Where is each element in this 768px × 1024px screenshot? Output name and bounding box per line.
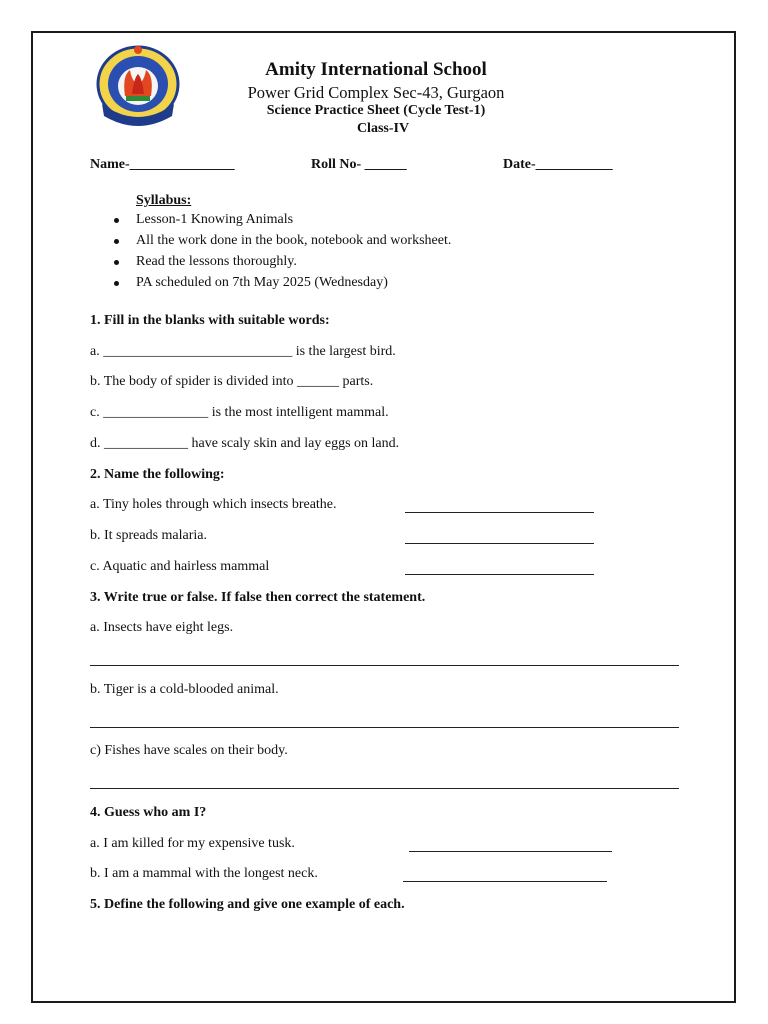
syllabus-item: Read the lessons thoroughly.: [136, 254, 297, 269]
q1-item: c. _______________ is the most intelligent mammal.: [90, 405, 389, 420]
q5-heading: 5. Define the following and give one example of each.: [90, 897, 405, 912]
answer-line: [405, 543, 594, 544]
q1-item: a. ___________________________ is the largest bird.: [90, 344, 396, 359]
q1-item: d. ____________ have scaly skin and lay eggs on land.: [90, 436, 400, 451]
answer-line: [90, 788, 679, 789]
syllabus-heading: Syllabus:: [136, 193, 192, 208]
answer-line: [403, 881, 607, 882]
roll-no-field: Roll No- ______: [311, 157, 407, 172]
q3-item: b. Tiger is a cold-blooded animal.: [90, 682, 279, 697]
answer-line: [405, 512, 594, 513]
q4-heading: 4. Guess who am I?: [90, 805, 207, 820]
q4-item: b. I am a mammal with the longest neck.: [90, 866, 318, 881]
syllabus-item: Lesson-1 Knowing Animals: [136, 212, 294, 227]
q1-item: b. The body of spider is divided into ______ parts.: [90, 374, 374, 389]
q2-item: b. It spreads malaria.: [90, 528, 208, 543]
q2-item: a. Tiny holes through which insects breathe.: [90, 497, 337, 512]
q3-item: c) Fishes have scales on their body.: [90, 743, 288, 758]
bullet-3: [114, 260, 119, 265]
bullet-4: [114, 281, 119, 286]
date-field: Date-___________: [503, 157, 613, 172]
sheet-title: Science Practice Sheet (Cycle Test-1): [266, 103, 486, 118]
q2-heading: 2. Name the following:: [90, 467, 225, 482]
page-border: [31, 31, 736, 1003]
class-label: Class-IV: [356, 121, 410, 136]
school-address: Power Grid Complex Sec-43, Gurgaon: [247, 83, 505, 102]
school-name: Amity International School: [265, 59, 487, 80]
answer-line: [90, 665, 679, 666]
q3-item: a. Insects have eight legs.: [90, 620, 234, 635]
q1-heading: 1. Fill in the blanks with suitable words:: [90, 313, 330, 328]
answer-line: [90, 727, 679, 728]
q4-item: a. I am killed for my expensive tusk.: [90, 836, 295, 851]
bullet-2: [114, 239, 119, 244]
school-crest-logo: [92, 44, 184, 130]
q2-item: c. Aquatic and hairless mammal: [90, 559, 270, 574]
syllabus-item: All the work done in the book, notebook and worksheet.: [136, 233, 452, 248]
q3-heading: 3. Write true or false. If false then correct the statement.: [90, 590, 426, 605]
name-field: Name-_______________: [90, 157, 235, 172]
syllabus-item: PA scheduled on 7th May 2025 (Wednesday): [136, 275, 388, 290]
answer-line: [409, 851, 612, 852]
answer-line: [405, 574, 594, 575]
bullet-1: [114, 218, 119, 223]
